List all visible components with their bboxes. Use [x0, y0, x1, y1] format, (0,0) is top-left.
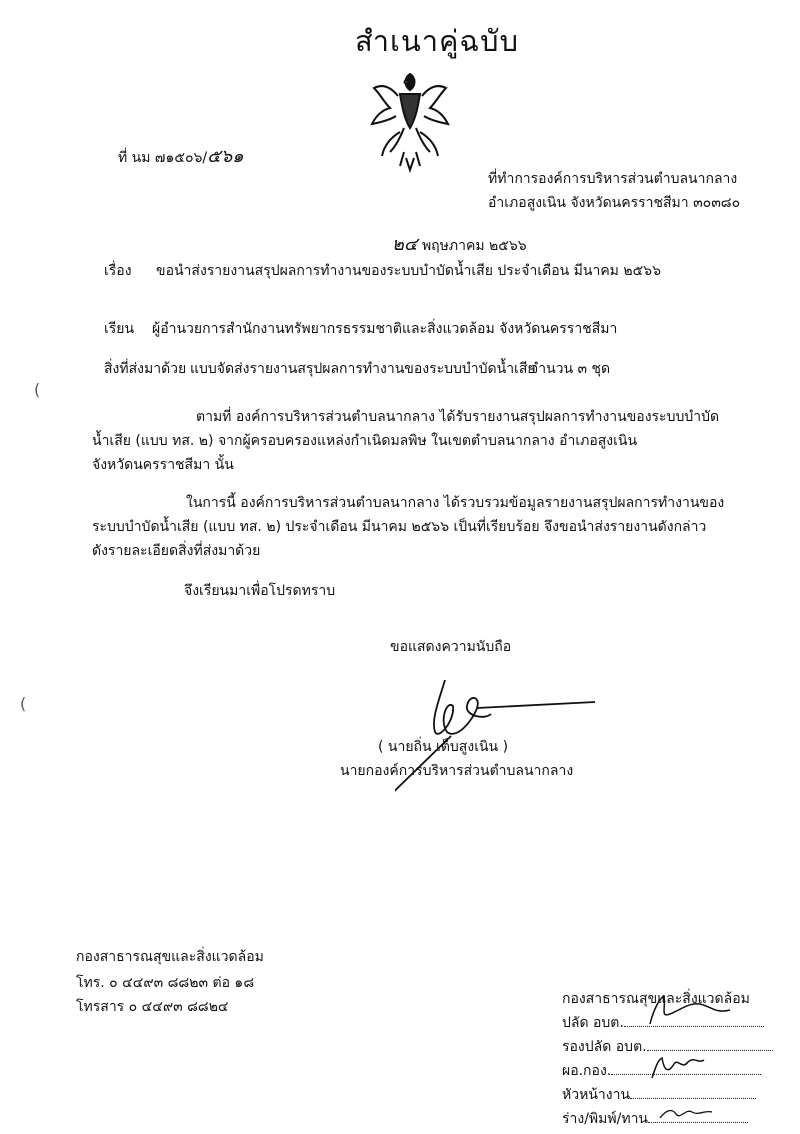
garuda-emblem-icon	[360, 66, 460, 176]
office-address-line2: อำเภอสูงเนิน จังหวัดนครราชสีมา ๓๐๓๘๐	[488, 195, 741, 211]
routing-title: กองสาธารณสุขและสิ่งแวดล้อม	[562, 991, 750, 1007]
footer-division: กองสาธารณสุขและสิ่งแวดล้อม	[76, 949, 264, 965]
footer-fax: โทรสาร ๐ ๔๔๙๓ ๘๘๒๔	[76, 999, 229, 1015]
office-address-line1: ที่ทำการองค์การบริหารส่วนตำบลนากลาง	[488, 171, 738, 187]
body-para1-line1: ตามที่ องค์การบริหารส่วนตำบลนากลาง ได้รับรายงานสรุปผลการทำงานของระบบบำบัด	[196, 409, 720, 425]
routing-row	[562, 1086, 756, 1104]
initial-mark-3	[656, 1104, 716, 1124]
document-number-handwritten: ๕๖๑	[207, 146, 244, 167]
document-number-prefix: ที่ นม ๗๑๕๐๖/	[118, 150, 208, 166]
enclosure-label: สิ่งที่ส่งมาด้วย	[104, 361, 187, 377]
signatory-name: ( นายถิ่น เต็บสูงเนิน )	[378, 739, 509, 755]
body-para1-line2: น้ำเสีย (แบบ ทส. ๒) จากผู้ครอบครองแหล่งกำเนิดมลพิษ ในเขตตำบลนากลาง อำเภอสูงเนิน	[92, 433, 638, 449]
body-para2-line1: ในการนี้ องค์การบริหารส่วนตำบลนากลาง ได้รวบรวมข้อมูลรายงานสรุปผลการทำงานของ	[186, 495, 725, 511]
routing-row	[562, 1110, 748, 1128]
to-text: ผู้อำนวยการสำนักงานทรัพยากรธรรมชาติและสิ่งแวดล้อม จังหวัดนครราชสีมา	[152, 321, 618, 337]
routing-row-label: หัวหน้างาน	[562, 1087, 631, 1103]
regards-text: ขอแสดงความนับถือ	[390, 639, 512, 655]
binding-hole-mark: (	[34, 380, 41, 399]
body-para2-line3: ดังรายละเอียดสิ่งที่ส่งมาด้วย	[92, 543, 261, 559]
enclosure-text: แบบจัดส่งรายงานสรุปผลการทำงานของระบบบำบัดน้ำเสีย	[190, 361, 536, 377]
enclosure-quantity: จำนวน ๓ ชุด	[530, 361, 611, 377]
routing-row-label: รองปลัด อบต.	[562, 1039, 647, 1055]
date-day-handwritten: ๒๔	[392, 234, 418, 255]
routing-row-dots	[647, 1038, 773, 1051]
binding-hole-mark: (	[20, 694, 27, 713]
subject-text: ขอนำส่งรายงานสรุปผลการทำงานของระบบบำบัดน้ำเสีย ประจำเดือน มีนาคม ๒๕๖๖	[156, 263, 661, 279]
initial-mark-1	[640, 988, 740, 1028]
routing-row-label: ผอ.กอง.	[562, 1063, 612, 1079]
footer-telephone: โทร. ๐ ๔๔๙๓ ๘๘๒๓ ต่อ ๑๘	[76, 975, 255, 991]
letter-date	[392, 236, 527, 255]
date-month-year: พฤษภาคม ๒๕๖๖	[421, 238, 527, 254]
to-label: เรียน	[104, 321, 135, 337]
copy-title: สำเนาคู่ฉบับ	[355, 24, 519, 58]
body-para1-line3: จังหวัดนครราชสีมา นั้น	[92, 457, 234, 473]
closing-text: จึงเรียนมาเพื่อโปรดทราบ	[184, 583, 336, 599]
body-para2-line2: ระบบบำบัดน้ำเสีย (แบบ ทส. ๒) ประจำเดือน มีนาคม ๒๕๖๖ เป็นที่เรียบร้อย จึงขอนำส่งรายงานดังกล่าว	[92, 519, 707, 535]
signatory-position: นายกองค์การบริหารส่วนตำบลนากลาง	[340, 763, 574, 779]
initial-mark-2	[648, 1052, 708, 1082]
routing-row-label: ปลัด อบต.	[562, 1015, 624, 1031]
subject-label: เรื่อง	[104, 263, 132, 279]
routing-row-label: ร่าง/พิมพ์/ทาน	[562, 1111, 648, 1127]
routing-row-dots	[630, 1086, 756, 1099]
document-number	[118, 148, 244, 167]
